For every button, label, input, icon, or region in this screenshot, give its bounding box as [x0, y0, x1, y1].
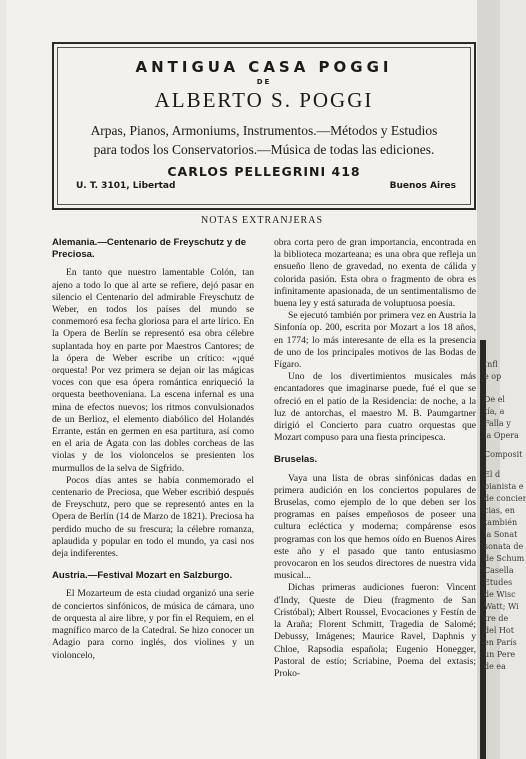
- ad-description-line1: Arpas, Pianos, Armoniums, Instrumentos.—Métodos y Estudios: [90, 123, 438, 138]
- paragraph: En tanto que nuestro lamentable Colón, tan ajeno a todo lo que al arte se refiere, dejó pasar en silencio el Centenario del admirable Freyschutz de Weber, en todos los países del mundo se conmemoró esa fecha gloriosa para el arte lírico. En la Opera de Berlín se representó esa obra célebre suplantada hoy en parte por Maestros Cantores; de la ópera de Weber escribe un crítico: «¡qué orquesta! Por vez primera se dejan oir las mágicas voces con que esa ópera romántica enriqueció la orquesta beethoveniana. La escena infernal es una mina de efectos nuevos; los ritmos convulsionados de un Berlioz, el elemento diabólico del Holandés Errante, están en germen en esa partitura, así como en el aria de Agata con las dobles corcheas de las violas y de los violoncelos se presienten los murmullos de la selva de Sigfrido.: [52, 267, 254, 474]
- ad-city: Buenos Aires: [389, 181, 456, 191]
- paragraph: Se ejecutó también por primera vez en Austria la Sinfonía op. 200, escrita por Mozart a los 18 años, en 1774; lo más interesante de ella es la presencia de uno de los principales motivos de las Bodas de Fígaro.: [274, 310, 476, 371]
- adjacent-text-fragment: Infl: [484, 360, 498, 369]
- paragraph: Uno de los divertimientos musicales más encantadores que imaginarse puede, fué el que se ofreció en el patio de la Residencia: de noche, a la luz de antorchas, el maestro M. B. Paumgartner dirigió el Concierto para cuatro orquestas que Mozart compuso para una fiesta principesca.: [274, 371, 476, 444]
- adjacent-text-fragment: Etudes: [484, 578, 513, 587]
- adjacent-text-fragment: cias, en: [484, 506, 515, 515]
- ad-de: DE: [256, 78, 272, 86]
- adjacent-text-fragment: El d: [484, 470, 501, 479]
- left-column: [52, 237, 254, 752]
- heading-bruselas: Bruselas.: [274, 454, 318, 466]
- adjacent-text-fragment: pianista e: [484, 482, 524, 491]
- ad-title: ANTIGUA CASA POGGI: [135, 58, 393, 76]
- paragraph: Pocos días antes se había conmemorado el centenario de Preciosa, que Weber escribió después de Freyschutz, pero que se representó antes en la Opera de Berlín (14 de Marzo de 1821). Preciosa ha perdido mucho de su frescura; la célebre romanza, aplaudida y popular en todo el mundo, ya casi nos deja indiferentes.: [52, 474, 254, 560]
- adjacent-text-fragment: tre de: [484, 614, 509, 623]
- adjacent-text-fragment: de ea: [484, 662, 506, 671]
- adjacent-text-fragment: sonata de: [484, 542, 524, 551]
- adjacent-text-fragment: en París: [484, 638, 517, 647]
- ad-phone: U. T. 3101, Libertad: [76, 181, 176, 191]
- section-title: NOTAS EXTRANJERAS: [200, 215, 324, 226]
- paragraph: El Mozarteum de esta ciudad organizó una serie de conciertos sinfónicos, de música de cámara, uno de orquesta al aire libre, y por fin el Requiem, en el magnífico marco de la Catedral. Se hizo conocer un Adagio para corno inglés, dos violines y un violoncelo,: [52, 588, 254, 661]
- ad-address: CARLOS PELLEGRINI 418: [167, 164, 361, 179]
- adjacent-page-edge: [477, 0, 526, 759]
- heading-austria: Austria.—Festival Mozart en Salzburgo.: [52, 570, 233, 582]
- ad-owner-name: ALBERTO S. POGGI: [154, 88, 374, 112]
- paragraph: Vaya una lista de obras sinfónicas dadas en primera audición en los conciertos populares de Bruselas, como ejemplo de lo que deben ser los programas en países empeñosos de poseer una cultura ecléctica y moderna; compárense esos programas con los que hemos oído en Buenos Aires este año y el pasado que tanto entusiasmo provocaron en los seudos directores de nuestra vida musical...: [274, 472, 476, 582]
- paragraph: obra corta pero de gran importancia, encontrada en la biblioteca mozarteana; es una obra que refleja un ensueño lleno de gravedad, no exenta de cálida y colorida pasión. Esta obra o fragmento de obra es infinitamente apasionada, de un sentimentalismo de buena ley y está saturada de voluptuosa poesía.: [274, 237, 476, 310]
- adjacent-text-fragment: tía, a: [484, 407, 505, 416]
- adjacent-text-fragment: la Opera: [484, 431, 519, 440]
- adjacent-text-fragment: de Schum: [484, 554, 525, 563]
- adjacent-text-fragment: un Pere: [484, 650, 516, 659]
- adjacent-text-fragment: la Sonat: [484, 530, 518, 539]
- adjacent-text-fragment: de concier: [484, 494, 526, 503]
- heading-alemania: Alemania.—Centenario de Freyschutz y de Preciosa.: [52, 237, 247, 261]
- adjacent-text-fragment: De el: [484, 395, 505, 404]
- ad-description-line2: para todos los Conservatorios.—Música de todas las ediciones.: [93, 142, 435, 157]
- adjacent-text-fragment: de Wisc: [484, 590, 516, 599]
- adjacent-text-fragment: Watt; Wi: [484, 602, 519, 611]
- right-column: [274, 237, 476, 752]
- adjacent-text-fragment: Casella: [484, 566, 514, 575]
- magazine-page: [6, 0, 477, 759]
- adjacent-text-fragment: Falla y: [484, 419, 511, 428]
- adjacent-text-fragment: Composit: [484, 450, 523, 459]
- paragraph: Dichas primeras audiciones fueron: Vincent d'Indy, Queste de Dieu (fragmento de San Cristóbal); Albert Roussel, Evocaciones y Festín de la Araña; Florent Schmitt, Tragedia de Salomé; Debussy, Imágenes; Maurice Ravel, Daphnis y Chloe, Rapsodia española; Eugenio Honegger, Pastoral de estío; Scriabine, Poema del extasis; Proko-: [274, 582, 476, 679]
- adjacent-text-fragment: también: [484, 518, 518, 527]
- adjacent-text-fragment: del Hot: [484, 626, 514, 635]
- advertisement-box: [52, 42, 476, 210]
- advertisement-inner-border: [57, 47, 471, 205]
- adjacent-text-fragment: e op: [484, 372, 502, 381]
